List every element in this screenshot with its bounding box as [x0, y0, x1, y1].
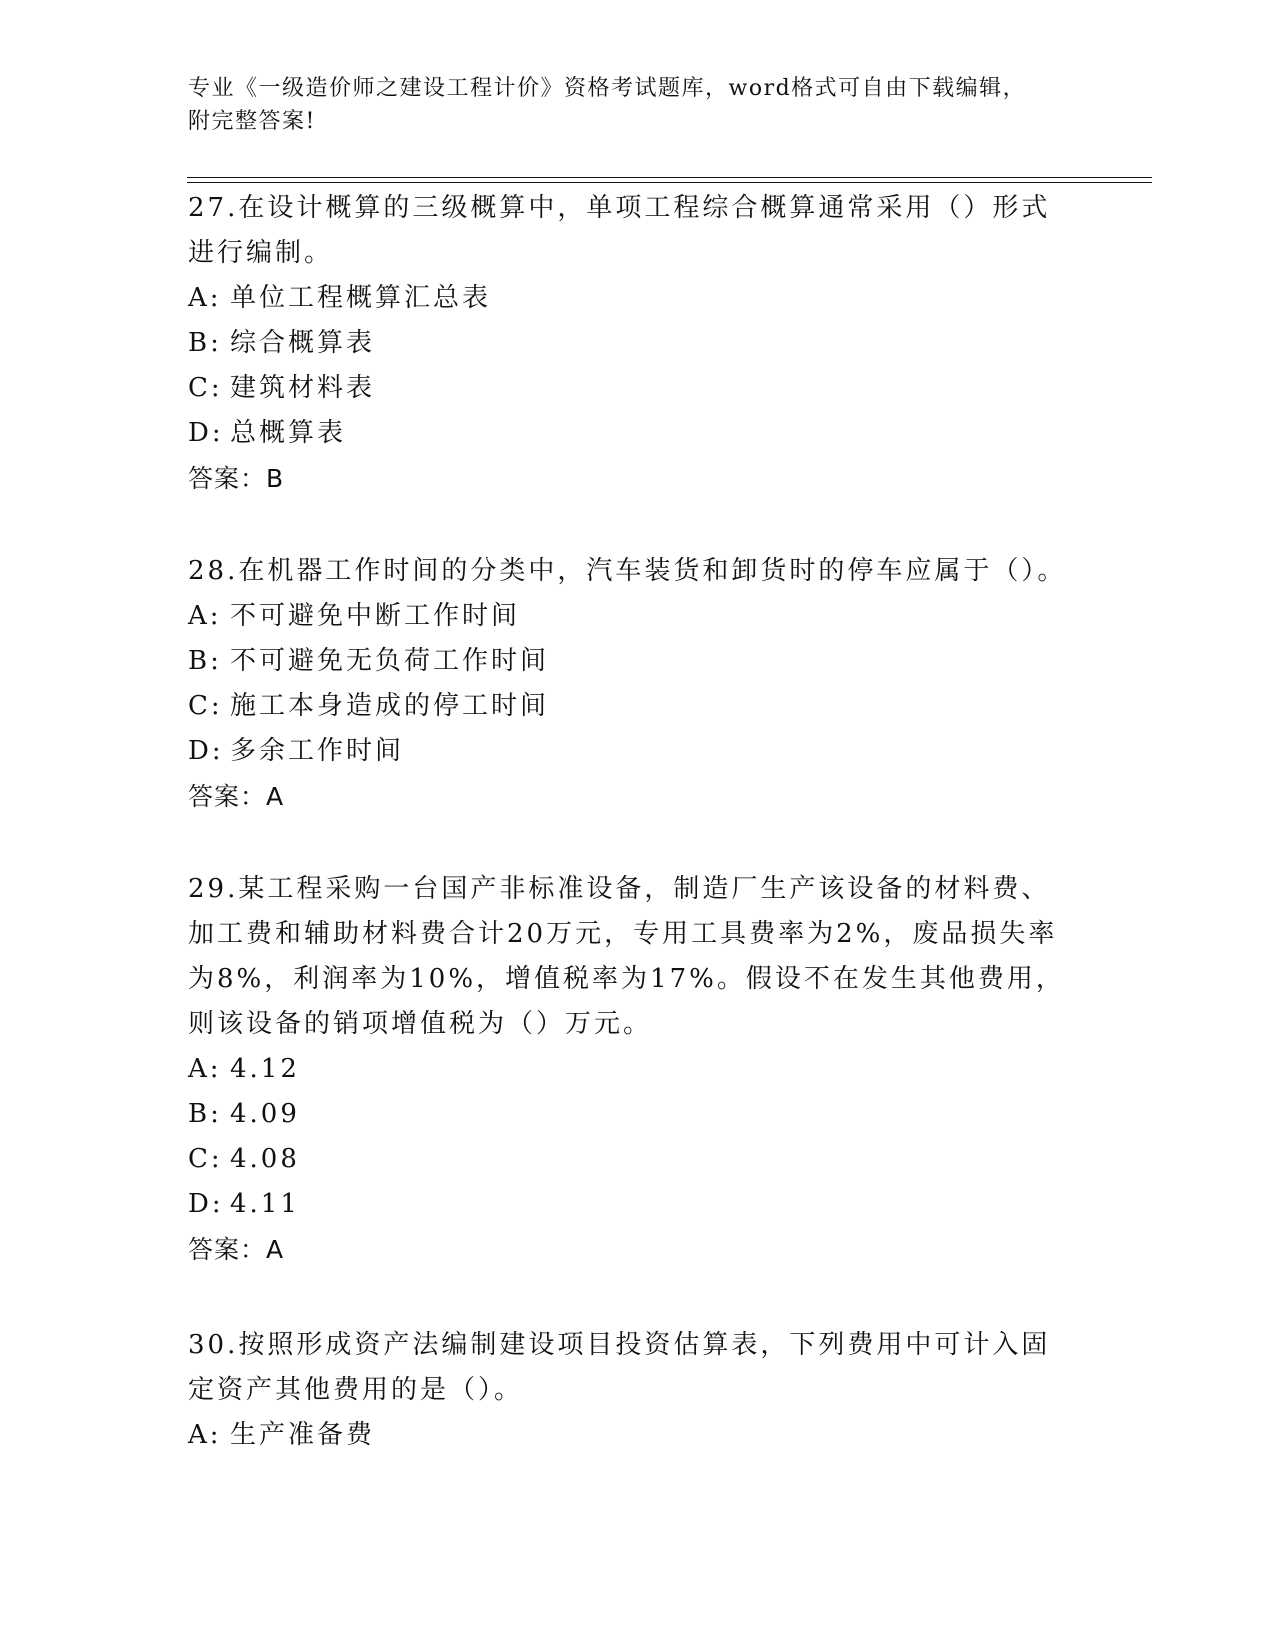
answer-line: 答案：A	[188, 782, 285, 811]
option-c	[188, 684, 1078, 729]
option-key: D:	[188, 418, 224, 448]
option-a	[188, 276, 1078, 321]
header-line-2: 附完整答案!	[188, 109, 316, 134]
option-text: 总概算表	[230, 418, 347, 448]
option-key: C:	[188, 1144, 223, 1174]
option-text: 多余工作时间	[230, 736, 405, 766]
header-divider-bottom	[187, 182, 1152, 183]
option-text: 生产准备费	[230, 1420, 376, 1450]
option-key: A:	[188, 1054, 222, 1084]
option-a	[188, 1047, 1078, 1092]
option-c	[188, 1137, 1078, 1182]
option-key: C:	[188, 373, 223, 403]
question-stem: 28.在机器工作时间的分类中，汽车装货和卸货时的停车应属于（）。	[188, 556, 1067, 586]
document-header	[188, 72, 1078, 138]
option-key: D:	[188, 1189, 224, 1219]
option-d	[188, 1182, 1078, 1227]
question-stem: 27.在设计概算的三级概算中，单项工程综合概算通常采用（）形式进行编制。	[188, 193, 1051, 268]
option-key: B:	[188, 1099, 222, 1129]
option-key: C:	[188, 691, 223, 721]
option-text: 4.12	[230, 1054, 300, 1084]
question-28	[188, 549, 1078, 819]
header-divider-top	[187, 177, 1152, 178]
option-key: B:	[188, 646, 222, 676]
option-text: 4.08	[230, 1144, 300, 1174]
option-d	[188, 729, 1078, 774]
option-a	[188, 1413, 1078, 1458]
option-key: A:	[188, 283, 222, 313]
option-text: 施工本身造成的停工时间	[230, 691, 550, 721]
option-key: A:	[188, 601, 222, 631]
option-text: 单位工程概算汇总表	[230, 283, 492, 313]
option-d	[188, 411, 1078, 456]
header-line-1: 专业《一级造价师之建设工程计价》资格考试题库，word格式可自由下载编辑，	[188, 76, 1027, 101]
answer-line: 答案：A	[188, 1235, 285, 1264]
question-30	[188, 1323, 1078, 1458]
option-a	[188, 594, 1078, 639]
option-b	[188, 321, 1078, 366]
question-27	[188, 186, 1078, 501]
option-b	[188, 1092, 1078, 1137]
option-c	[188, 366, 1078, 411]
option-text: 不可避免无负荷工作时间	[230, 646, 550, 676]
option-text: 不可避免中断工作时间	[230, 601, 521, 631]
answer-line: 答案：B	[188, 464, 285, 493]
option-key: B:	[188, 328, 222, 358]
option-text: 4.11	[230, 1189, 300, 1219]
option-key: A:	[188, 1420, 222, 1450]
option-b	[188, 639, 1078, 684]
question-29	[188, 867, 1078, 1272]
option-text: 4.09	[230, 1099, 300, 1129]
option-key: D:	[188, 736, 224, 766]
option-text: 建筑材料表	[230, 373, 376, 403]
question-stem: 29.某工程采购一台国产非标准设备，制造厂生产该设备的材料费、加工费和辅助材料费合计20万元，专用工具费率为2%，废品损失率为8%，利润率为10%，增值税率为17%。假设不在发生其他费用，则该设备的销项增值税为（）万元。	[188, 874, 1065, 1039]
option-text: 综合概算表	[230, 328, 376, 358]
question-stem: 30.按照形成资产法编制建设项目投资估算表，下列费用中可计入固定资产其他费用的是（）。	[188, 1330, 1051, 1405]
